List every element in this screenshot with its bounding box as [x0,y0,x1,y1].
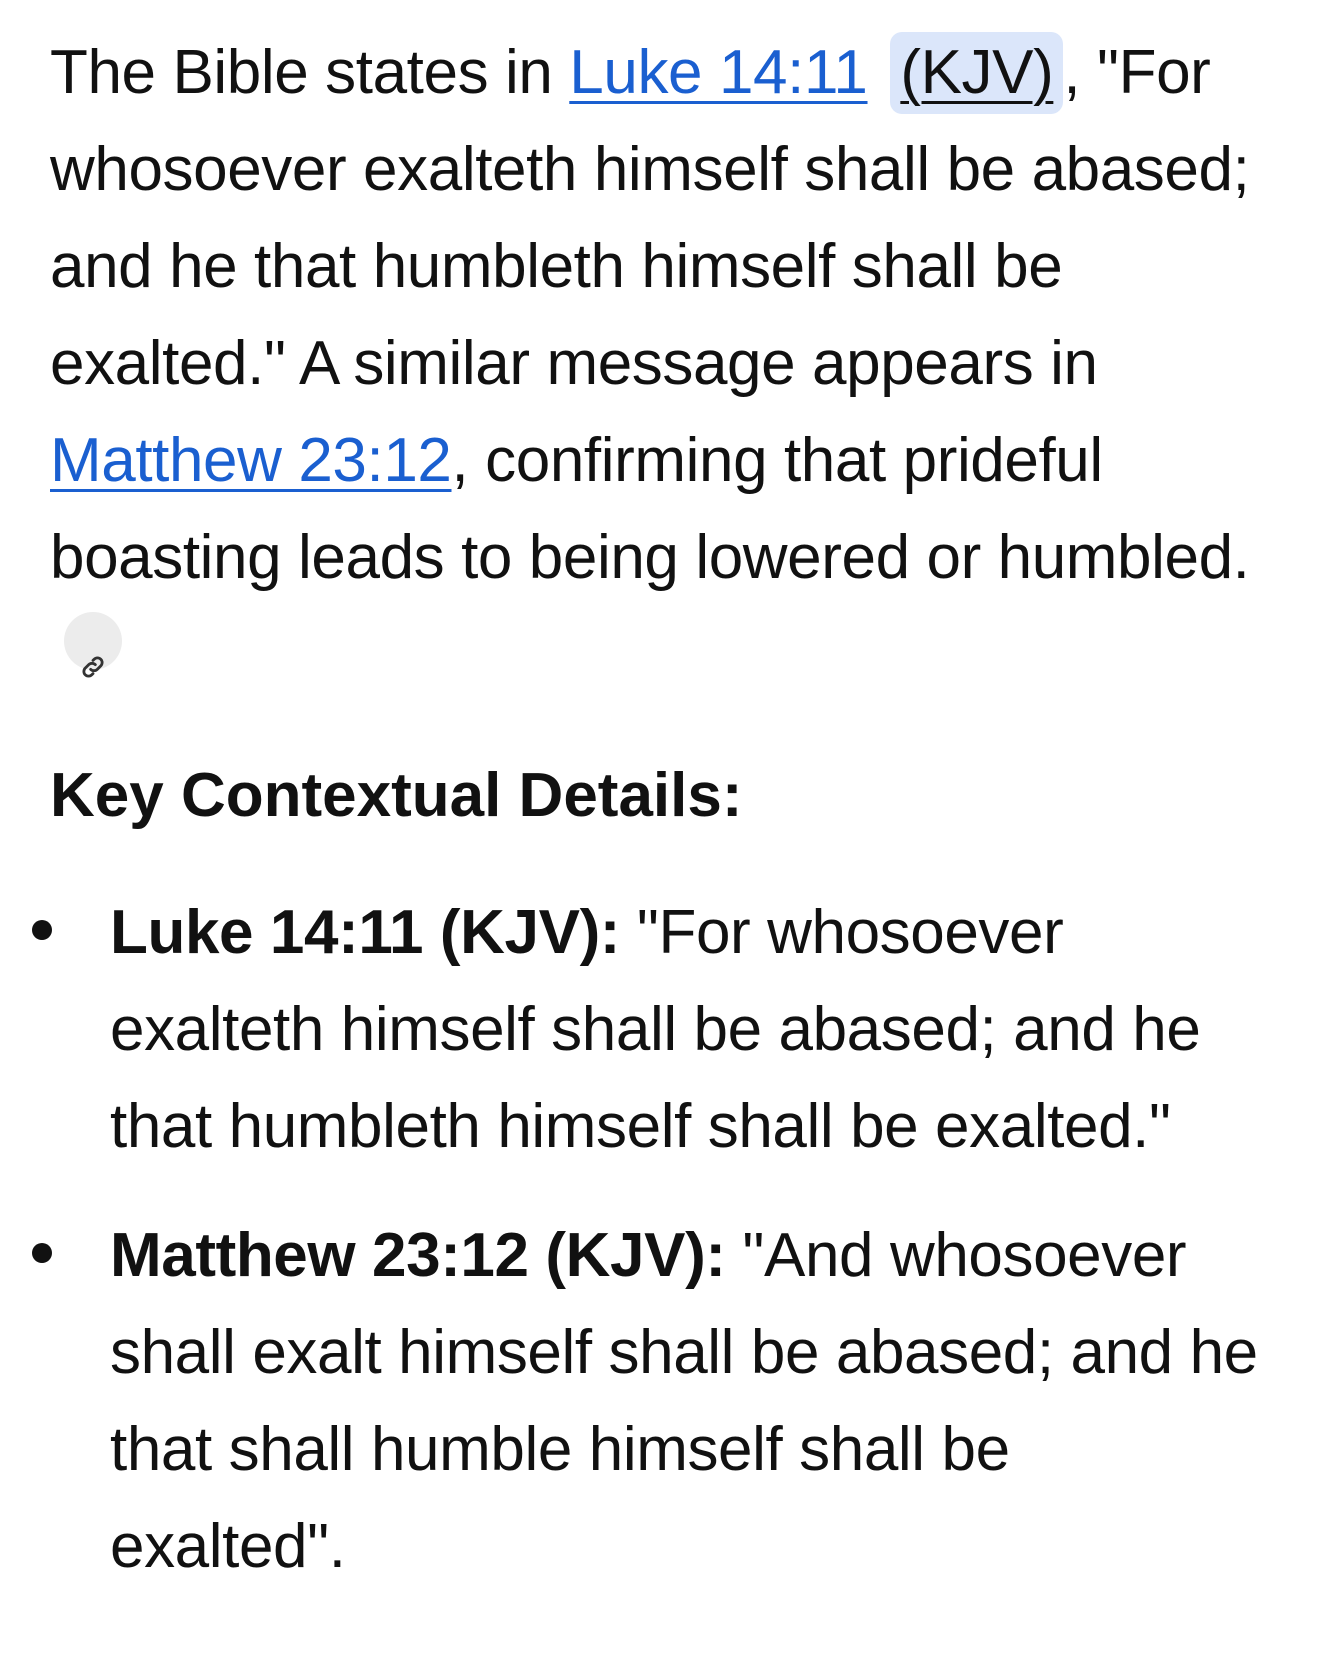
list-item-text: "For whosoever exalteth himself shall be abased; and he that humbleth himself shall be exalted." [110,898,1201,1161]
source-link-button[interactable] [64,612,122,670]
intro-text-3: , confirming that prideful boasting leads to being lowered or humbled. [50,426,1250,592]
list-item [50,884,1260,1175]
bullet-dot [32,1243,52,1263]
kjv-chip-label: (KJV) [900,38,1054,107]
list-item-lead: Matthew 23:12 (KJV): [110,1221,726,1290]
link-icon [79,653,107,681]
list-item-lead: Luke 14:11 (KJV): [110,898,621,967]
matthew-23-12-link[interactable]: Matthew 23:12 [50,426,452,495]
section-heading: Key Contextual Details: [50,761,743,830]
bullet-dot [32,920,52,940]
list-item [50,1207,1260,1595]
kjv-version-chip[interactable] [890,32,1063,114]
intro-paragraph [50,24,1260,703]
details-list [50,884,1260,1595]
luke-14-11-link[interactable]: Luke 14:11 [569,38,868,107]
list-item-text: "And whosoever shall exalt himself shall be abased; and he that shall humble himself shall be exalted". [110,1221,1258,1581]
intro-text-1: The Bible states in [50,38,570,107]
intro-text-2: , "For whosoever exalteth himself shall be abased; and he that humbleth himself shall be exalted." A similar message appears in [50,38,1250,398]
